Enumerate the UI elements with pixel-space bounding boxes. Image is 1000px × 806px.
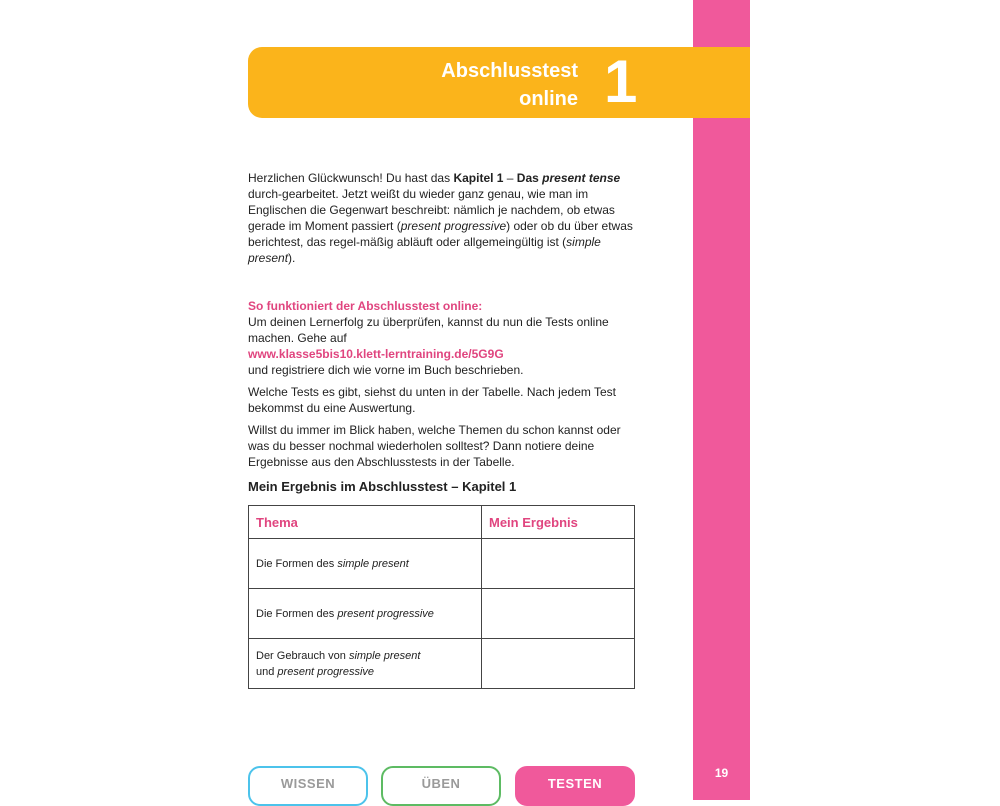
table-title: Mein Ergebnis im Abschlusstest – Kapitel 1 xyxy=(248,479,517,494)
section-tabs xyxy=(248,766,635,806)
topic-text: Die Formen des xyxy=(256,607,338,620)
intro-term: present progressive xyxy=(400,219,507,233)
tab-ueben[interactable]: ÜBEN xyxy=(381,766,501,806)
column-header-topic: Thema xyxy=(249,506,482,539)
intro-text: ). xyxy=(288,251,296,265)
topic-cell xyxy=(249,539,482,589)
howto-text: Um deinen Lernerfolg zu überprüfen, kannst du nun die Tests online machen. Gehe auf xyxy=(248,315,609,345)
intro-text: durch-gearbeitet. Jetzt weißt du wieder ganz genau, wie man im Englischen die Gegenwart beschreibt: nämlich je nachdem, ob etwas gerade im Moment passiert ( xyxy=(248,187,615,233)
tab-testen[interactable]: TESTEN xyxy=(515,766,635,806)
intro-text: Herzlichen Glückwunsch! Du hast das xyxy=(248,171,454,185)
chapter-number: 1 xyxy=(604,48,638,115)
topic-cell xyxy=(249,589,482,639)
tests-paragraph: Welche Tests es gibt, siehst du unten in der Tabelle. Nach jedem Test bekommst du eine Auswertung. xyxy=(248,385,616,415)
table-row xyxy=(249,589,635,639)
test-link[interactable]: www.klasse5bis10.klett-lerntraining.de/5G9G xyxy=(248,347,504,361)
title-line-1: Abschlusstest xyxy=(441,60,578,82)
page-number: 19 xyxy=(714,766,729,780)
intro-chapter-name: Das xyxy=(516,171,543,185)
howto-paragraph xyxy=(248,298,640,378)
howto-heading: So funktioniert der Abschlusstest online: xyxy=(248,299,483,313)
intro-paragraph xyxy=(248,170,640,266)
result-cell[interactable] xyxy=(482,539,635,589)
title-line-2: online xyxy=(519,88,578,110)
topic-term: simple present xyxy=(337,557,409,570)
intro-text: – xyxy=(503,171,517,185)
table-row xyxy=(249,539,635,589)
intro-term: simple present xyxy=(248,235,601,265)
topic-term: present progressive xyxy=(277,665,375,678)
topic-text: Die Formen des xyxy=(256,557,338,570)
intro-chapter-term: present tense xyxy=(542,171,621,185)
topic-term: simple present xyxy=(348,649,421,662)
topic-cell xyxy=(249,639,482,689)
result-table xyxy=(248,505,635,689)
page-title xyxy=(441,57,578,113)
column-header-result: Mein Ergebnis xyxy=(482,506,635,539)
topic-text: und xyxy=(256,665,278,678)
chapter-header xyxy=(248,47,750,118)
topic-term: present progressive xyxy=(337,607,434,620)
tab-wissen[interactable]: WISSEN xyxy=(248,766,368,806)
result-cell[interactable] xyxy=(482,639,635,689)
topic-text: Der Gebrauch von xyxy=(256,649,349,662)
intro-chapter-ref: Kapitel 1 xyxy=(453,171,504,185)
howto-text-2: und registriere dich wie vorne im Buch beschrieben. xyxy=(248,363,524,377)
side-bar xyxy=(693,0,750,800)
main-content xyxy=(248,170,640,470)
table-header-row xyxy=(249,506,635,539)
results-paragraph: Willst du immer im Blick haben, welche Themen du schon kannst oder was du besser nochmal wiederholen solltest? Dann notiere deine Ergebnisse aus den Abschlusstests in der Tabelle. xyxy=(248,423,621,469)
result-cell[interactable] xyxy=(482,589,635,639)
intro-text: ) oder ob du über etwas berichtest, das regel-mäßig abläuft oder allgemeingültig ist ( xyxy=(248,219,633,249)
table-row xyxy=(249,639,635,689)
